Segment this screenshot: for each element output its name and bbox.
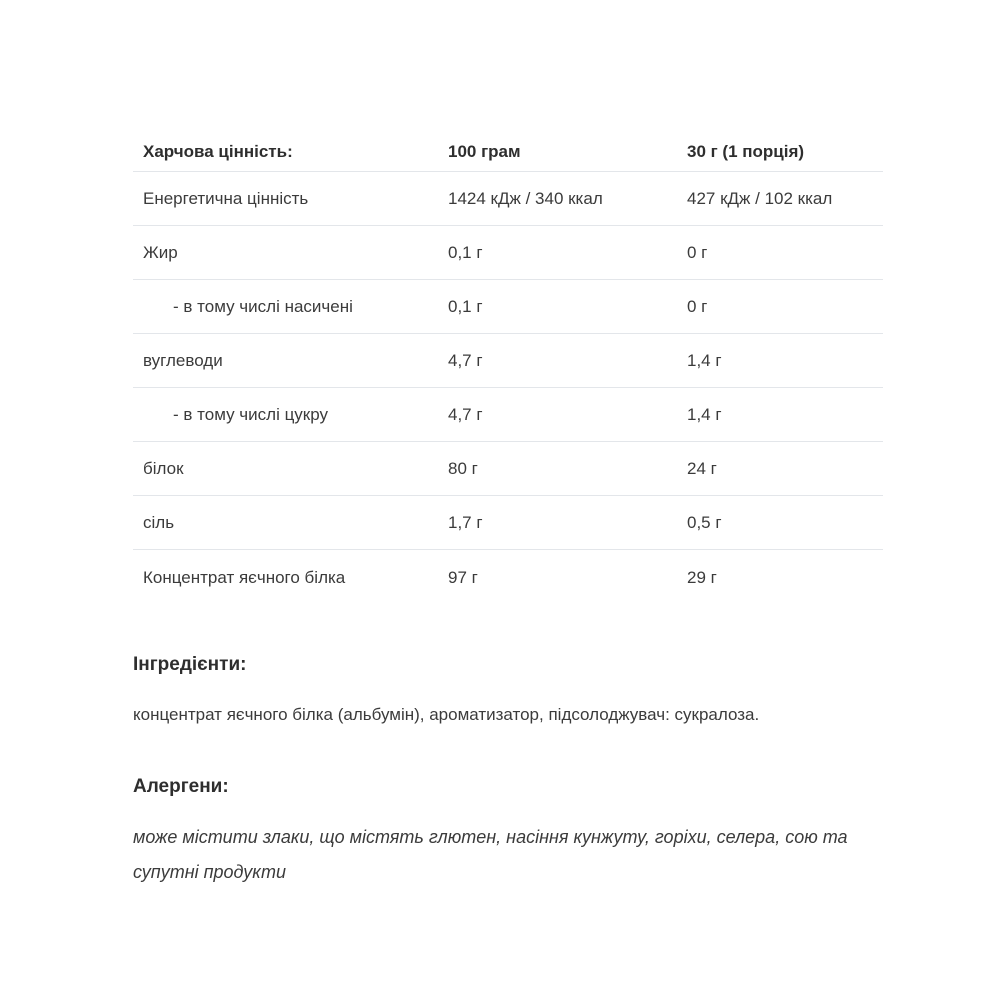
table-row <box>133 172 883 226</box>
value-per-serving: 0,5 г <box>687 512 722 532</box>
value-per-serving: 1,4 г <box>687 350 722 370</box>
nutrient-label: - в тому числі насичені <box>173 296 353 316</box>
column-header-per-serving: 30 г (1 порція) <box>687 141 805 161</box>
value-per-100g: 97 г <box>448 568 478 587</box>
table-row <box>133 280 883 334</box>
ingredients-text: концентрат яєчного білка (альбумін), ароматизатор, підсолоджувач: сукралоза. <box>133 705 760 724</box>
value-per-100g: 0,1 г <box>448 242 483 262</box>
column-header-per-100g: 100 грам <box>448 141 521 161</box>
allergens-heading: Алергени: <box>133 776 229 797</box>
nutrient-label: білок <box>143 458 184 478</box>
value-per-100g: 1,7 г <box>448 512 483 532</box>
table-row <box>133 226 883 280</box>
table-row <box>133 442 883 496</box>
value-per-100g: 0,1 г <box>448 296 483 316</box>
value-per-serving: 0 г <box>687 296 708 316</box>
value-per-100g: 80 г <box>448 458 478 478</box>
nutrient-label: сіль <box>143 512 175 532</box>
nutrition-table <box>133 132 883 606</box>
column-header-nutrient: Харчова цінність: <box>143 141 293 161</box>
value-per-serving: 0 г <box>687 242 708 262</box>
table-row <box>133 388 883 442</box>
table-row <box>133 334 883 388</box>
nutrient-label: Енергетична цінність <box>143 188 309 208</box>
nutrition-info-page <box>133 132 883 890</box>
nutrient-label: - в тому числі цукру <box>173 404 329 424</box>
value-per-serving: 427 кДж / 102 ккал <box>687 188 833 208</box>
ingredients-heading: Інгредієнти: <box>133 654 247 675</box>
value-per-100g: 4,7 г <box>448 350 483 370</box>
value-per-serving: 1,4 г <box>687 404 722 424</box>
nutrient-label: Концентрат яєчного білка <box>143 568 346 587</box>
table-row <box>133 550 883 606</box>
nutrient-label: вуглеводи <box>143 350 223 370</box>
nutrient-label: Жир <box>143 242 178 262</box>
table-header-row <box>133 132 883 172</box>
value-per-100g: 1424 кДж / 340 ккал <box>448 188 603 208</box>
value-per-100g: 4,7 г <box>448 404 483 424</box>
value-per-serving: 24 г <box>687 458 717 478</box>
table-row <box>133 496 883 550</box>
value-per-serving: 29 г <box>687 568 717 587</box>
allergens-text: може містити злаки, що містять глютен, насіння кунжуту, горіхи, селера, сою та супутні продукти <box>133 827 848 882</box>
